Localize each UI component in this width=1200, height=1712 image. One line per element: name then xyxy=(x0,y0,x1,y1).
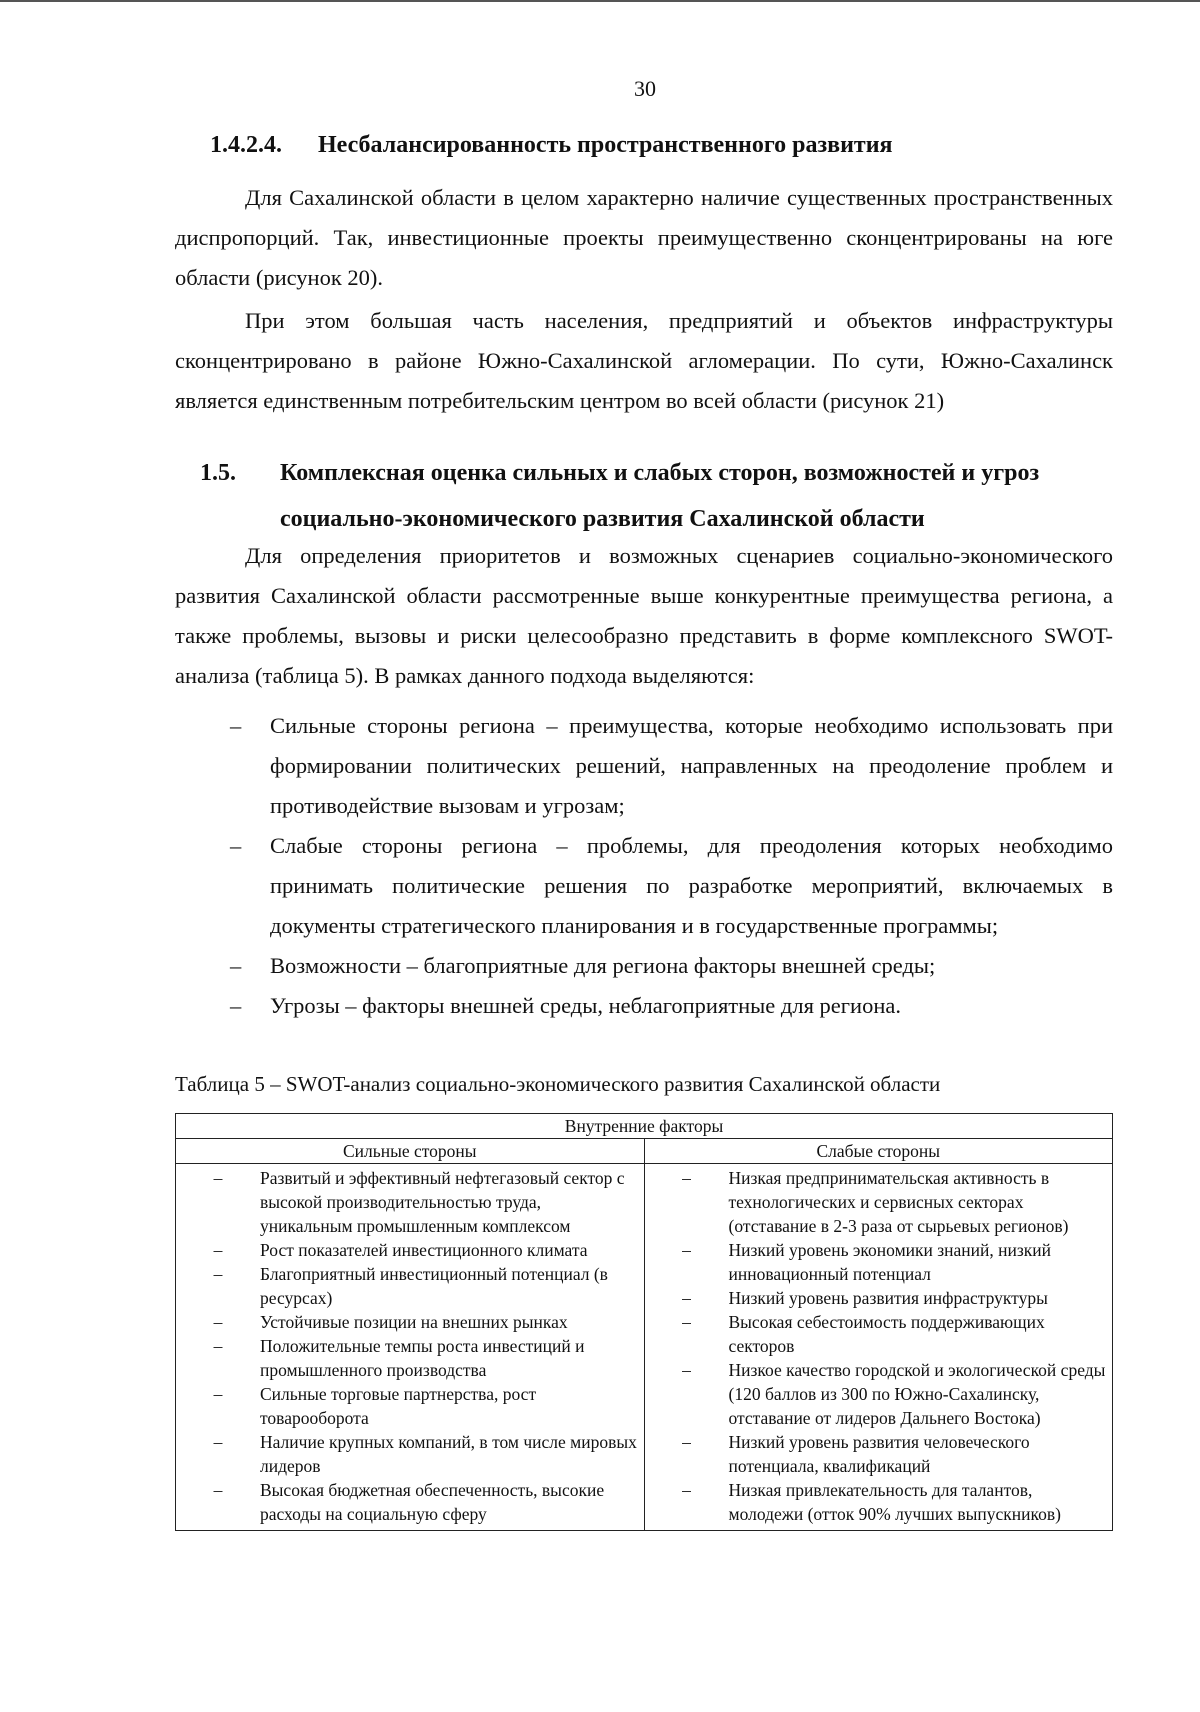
list-item xyxy=(175,986,1113,1026)
top-rule xyxy=(0,0,1200,2)
list-item: – Благоприятный инвестиционный потенциал (в ресурсах) xyxy=(176,1262,638,1310)
list-item-text: Возможности – благоприятные для региона факторы внешней среды; xyxy=(270,953,936,978)
column-header-weaknesses: Слабые стороны xyxy=(644,1139,1113,1164)
list-item xyxy=(175,946,1113,986)
paragraph xyxy=(175,301,1113,421)
page-number: 30 xyxy=(634,76,656,101)
list-item: – Низкий уровень развития инфраструктуры xyxy=(645,1286,1107,1310)
list-item-text: Слабые стороны региона – проблемы, для преодоления которых необходимо принимать политические решения по разработке мероприятий, включаемых в документы стратегического планирования и в государственные программы; xyxy=(270,833,1113,938)
list-item: – Высокая себестоимость поддерживающих секторов xyxy=(645,1310,1107,1358)
weakness-text: Низкий уровень развития человеческого потенциала, квалификаций xyxy=(728,1432,1030,1476)
bullet-dash: – xyxy=(230,713,242,738)
strength-text: Сильные торговые партнерства, рост товарооборота xyxy=(260,1384,537,1428)
section-title: Несбалансированность пространственного развития xyxy=(318,132,893,158)
strength-text: Благоприятный инвестиционный потенциал (в ресурсах) xyxy=(260,1264,608,1308)
list-item: – Устойчивые позиции на внешних рынках xyxy=(176,1310,638,1334)
section-title-line1: Комплексная оценка сильных и слабых сторон, возможностей и угроз xyxy=(280,460,1040,486)
strength-text: Устойчивые позиции на внешних рынках xyxy=(260,1312,568,1332)
weakness-text: Низкое качество городской и экологической среды (120 баллов из 300 по Южно-Сахалинску, отставание от лидеров Дальнего Востока) xyxy=(728,1360,1106,1428)
bullet-dash: – xyxy=(230,993,242,1018)
strength-text: Рост показателей инвестиционного климата xyxy=(260,1240,588,1260)
table-caption: Таблица 5 – SWOT-анализ социально-экономического развития Сахалинской области xyxy=(175,1072,941,1096)
list-item: – Наличие крупных компаний, в том числе мировых лидеров xyxy=(213,1432,637,1476)
section-heading-1424 xyxy=(210,132,893,159)
list-item: – Низкое качество городской и экологической среды (120 баллов из 300 по Южно-Сахалинску, отставание от лидеров Дальнего Востока) xyxy=(682,1360,1106,1428)
list-item xyxy=(175,826,1113,946)
paragraph-text: Для Сахалинской области в целом характерно наличие существенных пространственных диспропорций. Так, инвестиционные проекты преимущественно сконцентрированы на юге области (рисунок 20). xyxy=(175,185,1113,290)
table-group-header: Внутренние факторы xyxy=(176,1114,1113,1139)
weakness-text: Низкий уровень экономики знаний, низкий инновационный потенциал xyxy=(728,1240,1052,1284)
strength-text: Высокая бюджетная обеспеченность, высокие расходы на социальную сферу xyxy=(260,1480,605,1524)
weakness-text: Низкая привлекательность для талантов, молодежи (отток 90% лучших выпускников) xyxy=(728,1480,1061,1524)
paragraph xyxy=(175,536,1113,696)
section-number: 1.5. xyxy=(200,460,236,486)
paragraph-text: Для определения приоритетов и возможных сценариев социально-экономического развития Сахалинской области рассмотренные выше конкурентные преимущества региона, а также проблемы, вызовы и риски целесообразно представить в форме комплексного SWOT-анализа (таблица 5). В рамках данного подхода выделяются: xyxy=(175,543,1113,688)
bullet-dash: – xyxy=(230,833,242,858)
list-item: – Низкий уровень развития человеческого потенциала, квалификаций xyxy=(645,1430,1107,1478)
list-item: – Сильные торговые партнерства, рост товарооборота xyxy=(176,1382,638,1430)
section-title-line2: социально-экономического развития Сахалинской области xyxy=(280,506,925,532)
list-item: – Высокая бюджетная обеспеченность, высокие расходы на социальную сферу xyxy=(176,1478,638,1526)
strength-text: Наличие крупных компаний, в том числе мировых лидеров xyxy=(260,1432,637,1476)
swot-table xyxy=(175,1113,1113,1531)
column-header-strengths: Сильные стороны xyxy=(176,1139,645,1164)
list-item xyxy=(175,706,1113,826)
paragraph xyxy=(175,178,1113,298)
bullet-dash: – xyxy=(230,953,242,978)
list-item: – Положительные темпы роста инвестиций и промышленного производства xyxy=(176,1334,638,1382)
list-item: – Низкий уровень экономики знаний, низкий инновационный потенциал xyxy=(645,1238,1107,1286)
list-item: – Рост показателей инвестиционного климата xyxy=(176,1238,638,1262)
section-heading-15 xyxy=(200,450,1120,542)
list-item: – Низкая привлекательность для талантов, молодежи (отток 90% лучших выпускников) xyxy=(645,1478,1107,1526)
bullet-list xyxy=(175,706,1113,1026)
section-number: 1.4.2.4. xyxy=(210,132,282,158)
strength-text: Положительные темпы роста инвестиций и промышленного производства xyxy=(260,1336,585,1380)
weakness-text: Низкий уровень развития инфраструктуры xyxy=(728,1288,1048,1308)
list-item-text: Угрозы – факторы внешней среды, неблагоприятные для региона. xyxy=(270,993,901,1018)
weaknesses-cell xyxy=(644,1164,1113,1531)
paragraph-text: При этом большая часть населения, предприятий и объектов инфраструктуры сконцентрировано в районе Южно-Сахалинской агломерации. По сути, Южно-Сахалинск является единственным потребительским центром во всей области (рисунок 21) xyxy=(175,308,1113,413)
strength-text: Развитый и эффективный нефтегазовый сектор с высокой производительностью труда, уникальным промышленным комплексом xyxy=(260,1168,625,1236)
list-item: – Низкая предпринимательская активность в технологических и сервисных секторах (отставание в 2-3 раза от сырьевых регионов) xyxy=(645,1166,1107,1238)
list-item-text: Сильные стороны региона – преимущества, которые необходимо использовать при формировании политических решений, направленных на преодоление проблем и противодействие вызовам и угрозам; xyxy=(270,713,1113,818)
weakness-text: Высокая себестоимость поддерживающих секторов xyxy=(728,1312,1045,1356)
strengths-cell xyxy=(176,1164,645,1531)
list-item: – Развитый и эффективный нефтегазовый сектор с высокой производительностью труда, уникальным промышленным комплексом xyxy=(176,1166,638,1238)
weakness-text: Низкая предпринимательская активность в технологических и сервисных секторах (отставание в 2-3 раза от сырьевых регионов) xyxy=(728,1168,1069,1236)
